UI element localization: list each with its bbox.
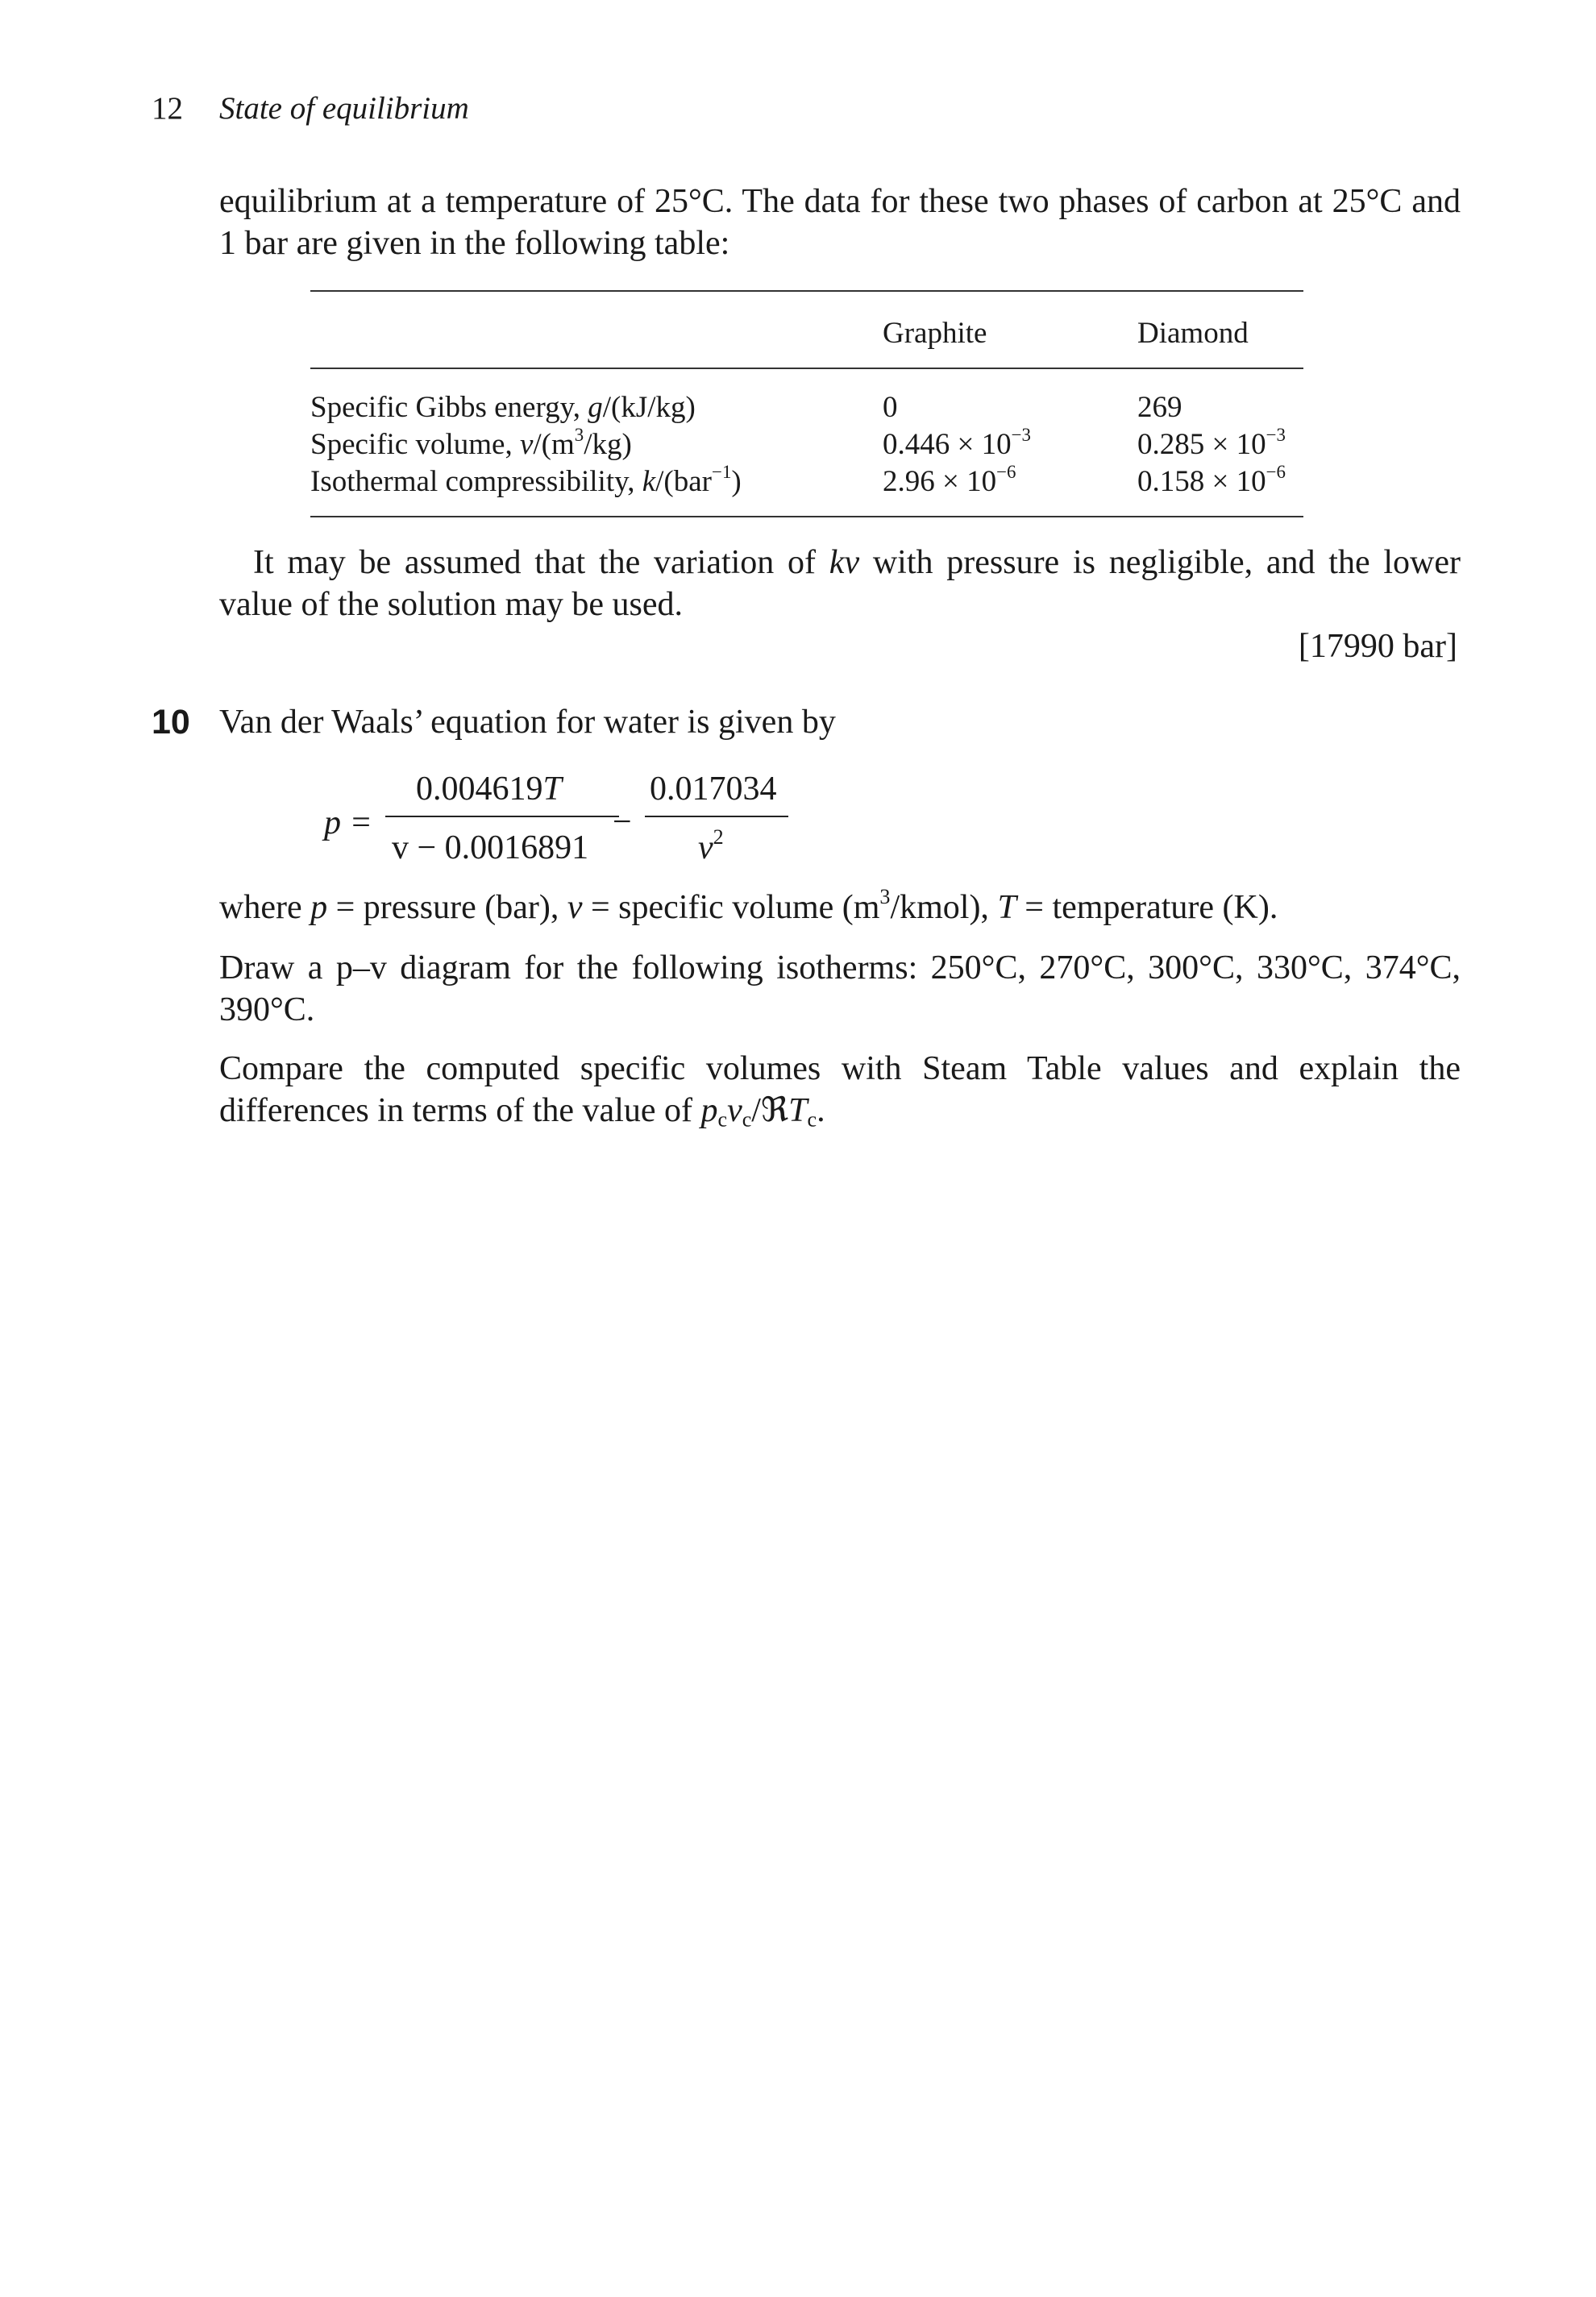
table-cell-graphite: 0 [883,391,898,424]
table-header-rule [310,368,1303,369]
table-top-rule [310,290,1303,292]
table-row-label: Isothermal compressibility, k/(bar$^{-1}$) [310,461,742,498]
draw-instruction: Draw a p–v diagram for the following isotherms: 250°C, 270°C, 300°C, 330°C, 374°C, 390°C. [219,949,1461,1028]
table-cell-graphite: $0.446 \times 10^{-3}$ [883,424,1032,461]
answer-label: [17990 bar] [1298,628,1457,665]
question-intro: Van der Waals’ equation for water is given by [219,704,836,741]
table-cell-diamond: 269 [1137,391,1182,424]
assumption-paragraph: It may be assumed that the variation of kv with pressure is negligible, and the lower value of the solution may be used. [219,544,1461,623]
table-cell-diamond: $0.158 \times 10^{-6}$ [1137,461,1286,498]
equation-term2-numerator: 0.017034 [650,771,777,808]
equation-minus: − [613,804,632,841]
intro-paragraph: equilibrium at a temperature of 25°C. The data for these two phases of carbon at 25°C and 1 bar are given in the following table: [219,183,1461,262]
equation-term1-numerator: 0.004619T [416,771,562,808]
table-row-label: Specific volume, $v/(m^3/kg)$ [310,424,632,461]
equation-lhs: p = [324,804,372,841]
column-header-graphite: Graphite [883,317,987,350]
running-title: State of equilibrium [219,91,469,126]
compare-instruction: Compare the computed specific volumes with Steam Table values and explain the differences in terms of the value of $p_cv_c/ℜT_c$. [219,1050,1461,1132]
equation-term1-denominator: v − 0.0016891 [392,829,589,866]
equation-term2-denominator: $v^2$ [698,825,724,866]
table-cell-graphite: $2.96 \times 10^{-6}$ [883,461,1016,498]
column-header-diamond: Diamond [1137,317,1249,350]
table-bottom-rule [310,516,1303,517]
table-cell-diamond: $0.285 \times 10^{-3}$ [1137,424,1286,461]
question-number: 10 [152,703,190,741]
page-number: 12 [152,91,183,126]
equation-fraction-bar [645,816,788,817]
equation-fraction-bar [385,816,619,817]
table-row-label: Specific Gibbs energy, g/(kJ/kg) [310,391,696,424]
variable-definitions: where p = pressure (bar), v = specific volume $(m^3/kmol)$, T = temperature (K). [219,884,1278,926]
